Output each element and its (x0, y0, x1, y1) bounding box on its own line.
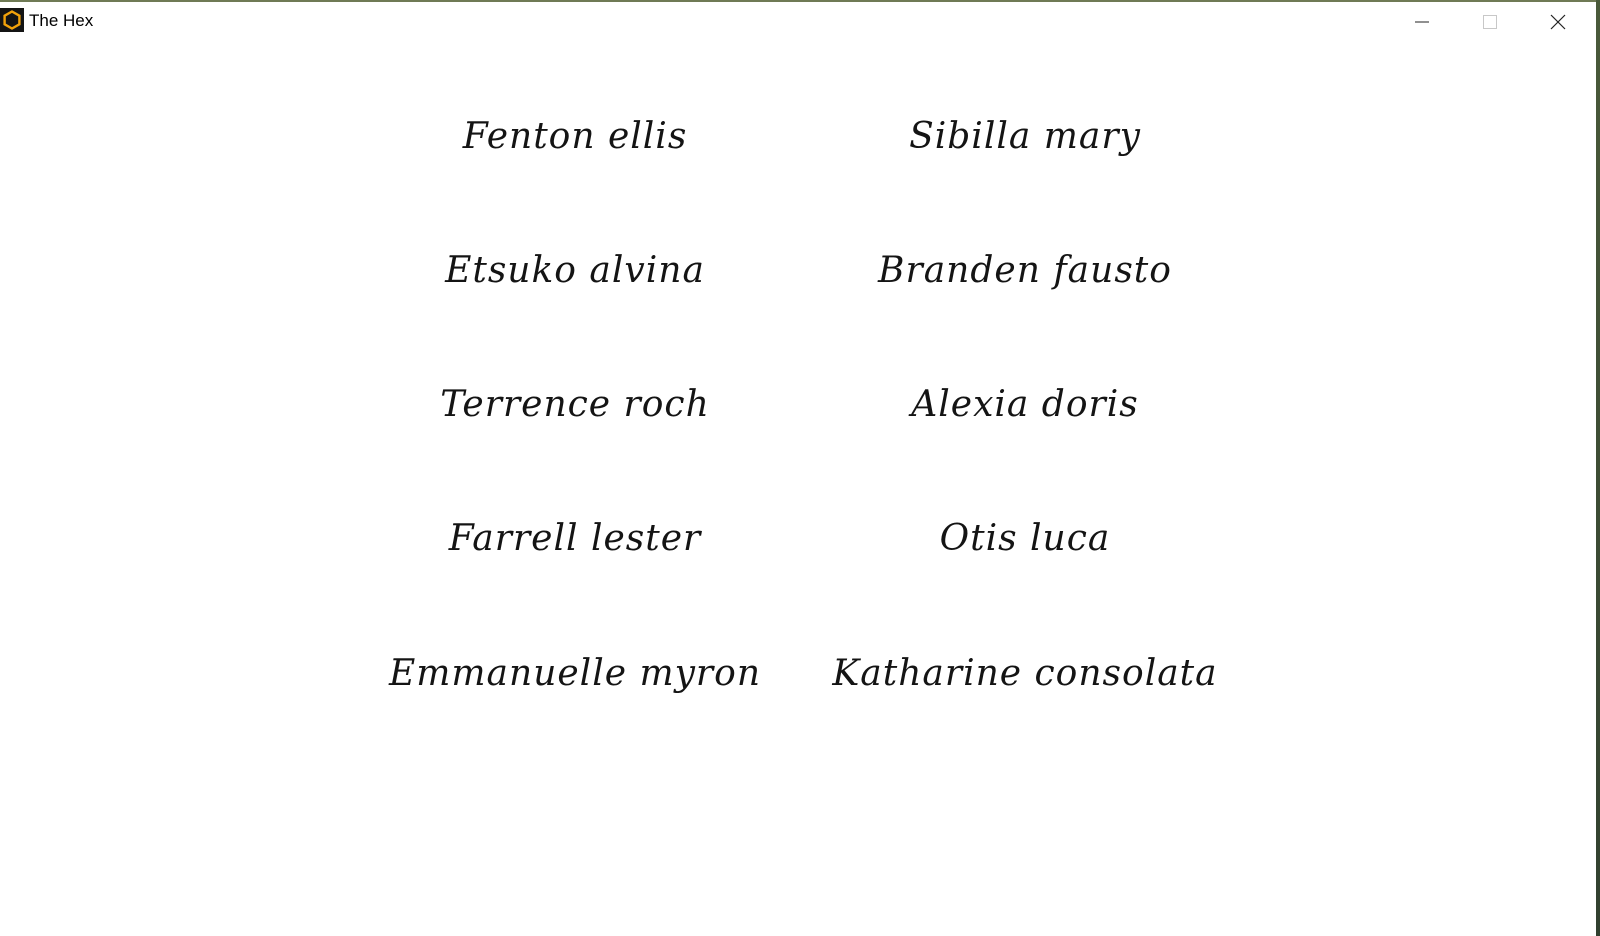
name-right-2: Branden fausto (878, 250, 1172, 291)
name-right-4: Otis luca (939, 518, 1111, 559)
name-right-1: Sibilla mary (909, 116, 1141, 157)
name-right-5: Katharine consolata (832, 653, 1218, 694)
name-left-5: Emmanuelle myron (388, 653, 762, 694)
desktop-edge (1596, 0, 1600, 936)
name-left-2: Etsuko alvina (445, 250, 705, 291)
name-left-4: Farrell lester (448, 518, 702, 559)
window-title: The Hex (29, 11, 94, 30)
name-left-3: Terrence roch (440, 384, 710, 425)
name-left-1: Fenton ellis (462, 116, 688, 157)
name-list (0, 2, 1596, 936)
name-right-3: Alexia doris (911, 384, 1139, 425)
